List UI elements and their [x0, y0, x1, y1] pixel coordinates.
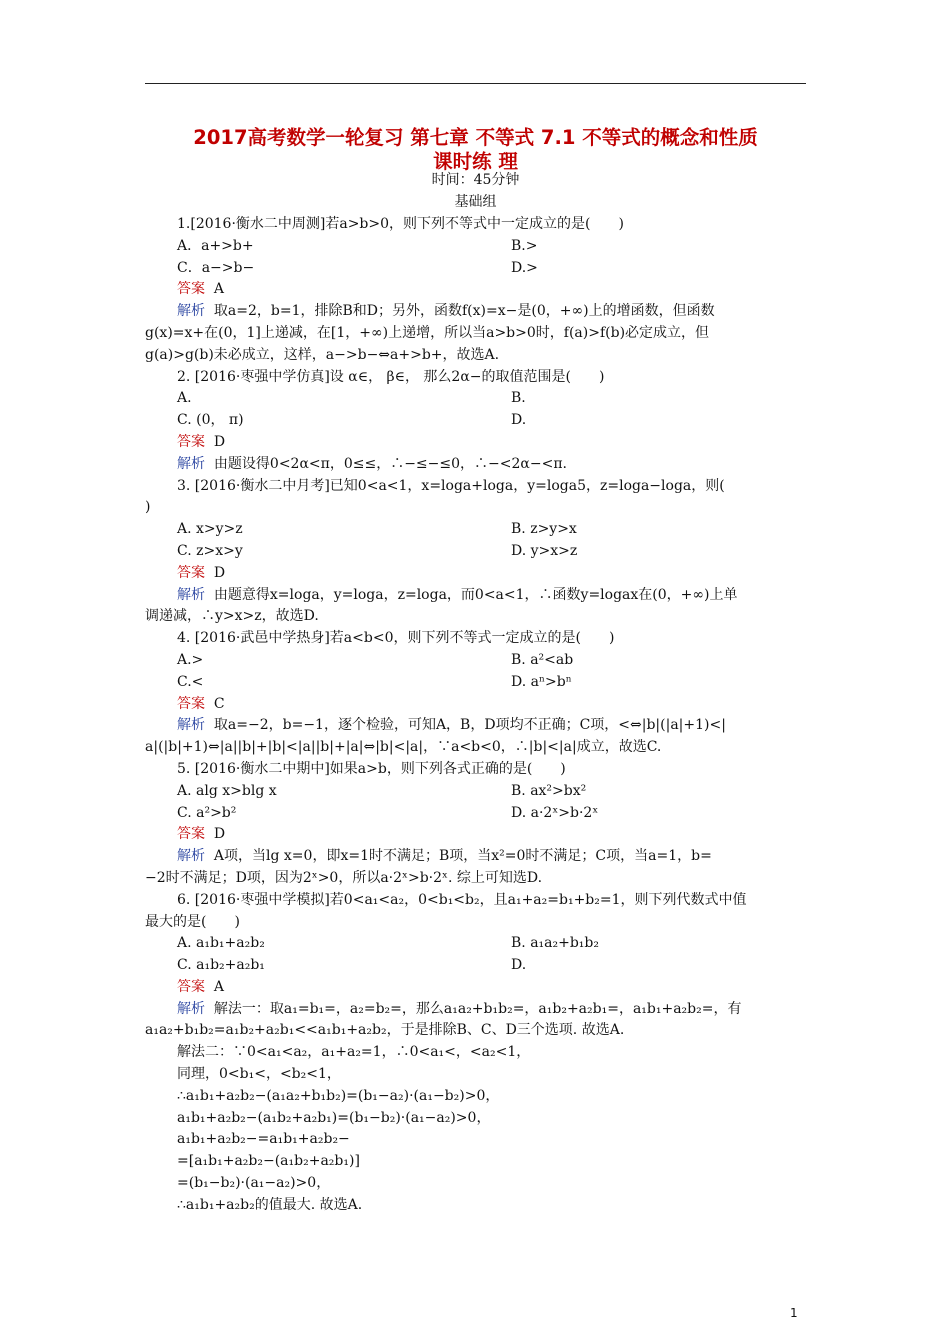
option-b: B. ax²>bx² [511, 782, 587, 799]
answer-value: D [213, 564, 226, 581]
method-two-line: =(b₁−b₂)·(a₁−a₂)>0， [177, 1175, 331, 1192]
answer-label: 答案 [177, 564, 205, 581]
answer-value: A [213, 281, 225, 298]
document-subtitle: 课时练 理 [433, 150, 518, 173]
document-title: 2017高考数学一轮复习 第七章 不等式 7.1 不等式的概念和性质 [193, 126, 758, 149]
option-a: A．a+>b+ [177, 237, 254, 254]
method-two-line: 同理，0<b₁<，<b₂<1， [177, 1066, 341, 1083]
answer-label: 答案 [177, 695, 205, 712]
method-two-line: 解法二：∵0<a₁<a₂，a₁+a₂=1，∴0<a₁<，<a₂<1， [177, 1044, 531, 1061]
option-c: C. z>x>y [177, 542, 243, 559]
method-two-line: ∴a₁b₁+a₂b₂的值最大. 故选A. [177, 1196, 363, 1213]
question-list [145, 214, 806, 1217]
explanation-label: 解析 [177, 1000, 205, 1017]
time-limit: 时间：45分钟 [431, 172, 520, 188]
option-b: B.> [511, 237, 538, 254]
question-5-explanation [145, 846, 806, 868]
question-5-options-row-2 [145, 803, 806, 825]
question-5-options-row-1 [145, 781, 806, 803]
option-a: A. x>y>z [177, 521, 243, 538]
method-two-line: a₁b₁+a₂b₂−(a₁b₂+a₂b₁)=(b₁−b₂)·(a₁−a₂)>0， [177, 1109, 491, 1126]
option-d: D.> [511, 259, 538, 276]
option-d: D. [511, 957, 527, 974]
question-2-answer [145, 432, 806, 454]
option-c: C. (0， π) [177, 412, 244, 429]
option-c: C.< [177, 673, 204, 690]
explanation-text: 取a=2，b=1，排除B和D；另外，函数f(x)=x−是(0，+∞)上的增函数，但函数 [213, 303, 715, 320]
explanation-text: 由题设得0<2α<π，0≤≤，∴−≤−≤0，∴−<2α−<π. [213, 455, 567, 472]
option-b: B. z>y>x [511, 521, 577, 538]
explanation-label: 解析 [177, 455, 205, 472]
method-two-line: a₁b₁+a₂b₂−=a₁b₁+a₂b₂− [177, 1131, 350, 1148]
option-a: A.> [177, 651, 204, 668]
option-a: A. [177, 390, 192, 407]
question-4-options-row-1 [145, 650, 806, 672]
question-3-options-row-2 [145, 541, 806, 563]
option-c: C．a−>b− [177, 259, 255, 276]
option-b: B. a₁a₂+b₁b₂ [511, 935, 599, 952]
explanation-text: 取a=−2，b=−1，逐个检验，可知A，B，D项均不正确；C项，<⇔|b|(|a|+1)<| [213, 717, 726, 734]
option-b: B. [511, 390, 526, 407]
question-6-options-row-1 [145, 933, 806, 955]
question-3-options-row-1 [145, 519, 806, 541]
question-4-answer [145, 694, 806, 716]
question-3-stem: 3. [2016·衡水二中月考]已知0<a<1，x=loga+loga，y=loga5，z=loga−loga，则( [177, 477, 725, 494]
question-2-options-row-1 [145, 388, 806, 410]
answer-label: 答案 [177, 433, 205, 450]
question-1-stem: 1.[2016·衡水二中周测]若a>b>0，则下列不等式中一定成立的是( ) [177, 216, 624, 232]
question-5-stem: 5. [2016·衡水二中期中]如果a>b，则下列各式正确的是( ) [177, 760, 566, 777]
option-c: C. a²>b² [177, 804, 237, 821]
question-6-answer [145, 977, 806, 999]
question-2-explanation [145, 454, 806, 476]
option-b: B. a²<ab [511, 651, 574, 668]
option-d: D. aⁿ>bⁿ [511, 673, 572, 690]
explanation-line: −2时不满足；D项，因为2ˣ>0，所以a·2ˣ>b·2ˣ. 综上可知选D. [145, 869, 543, 886]
question-4-options-row-2 [145, 672, 806, 694]
question-2-stem: 2. [2016·枣强中学仿真]设 α∈， β∈， 那么2α−的取值范围是( ) [177, 368, 605, 385]
question-6-stem-continued: 最大的是( ) [145, 913, 240, 930]
explanation-label: 解析 [177, 303, 205, 320]
explanation-text: 由题意得x=loga，y=loga，z=loga，而0<a<1，∴函数y=logax在(0，+∞)上单 [213, 586, 738, 603]
question-6-options-row-2 [145, 955, 806, 977]
question-4-stem: 4. [2016·武邑中学热身]若a<b<0，则下列不等式一定成立的是( ) [177, 630, 615, 647]
explanation-label: 解析 [177, 717, 205, 734]
explanation-line: g(x)=x+在(0，1]上递减，在[1，+∞)上递增，所以当a>b>0时，f(a)>f(b)必定成立，但 [145, 324, 710, 341]
option-a: A. a₁b₁+a₂b₂ [177, 935, 265, 952]
question-3-explanation [145, 585, 806, 607]
question-1-options-row-2 [145, 258, 806, 280]
answer-value: C [213, 695, 225, 712]
question-3-answer [145, 563, 806, 585]
option-d: D. a·2ˣ>b·2ˣ [511, 804, 599, 821]
answer-label: 答案 [177, 281, 205, 298]
question-6-explanation [145, 999, 806, 1021]
explanation-text: A项，当lg x=0，即x=1时不满足；B项，当x²=0时不满足；C项，当a=1，b= [213, 848, 712, 865]
answer-label: 答案 [177, 826, 205, 843]
answer-label: 答案 [177, 978, 205, 995]
explanation-text: 解法一：取a₁=b₁=，a₂=b₂=，那么a₁a₂+b₁b₂=，a₁b₂+a₂b₁=，a₁b₁+a₂b₂=，有 [213, 1000, 742, 1017]
explanation-label: 解析 [177, 586, 205, 603]
question-2-options-row-2 [145, 410, 806, 432]
option-d: D. y>x>z [511, 542, 578, 559]
page-number: 1 [790, 1306, 798, 1320]
explanation-line: a₁a₂+b₁b₂=a₁b₂+a₂b₁<<a₁b₁+a₂b₂，于是排除B、C、D三个选项. 故选A. [145, 1022, 625, 1039]
answer-value: A [213, 978, 225, 995]
answer-value: D [213, 433, 226, 450]
option-a: A. alg x>blg x [177, 782, 277, 799]
explanation-label: 解析 [177, 848, 205, 865]
method-two-line: =[a₁b₁+a₂b₂−(a₁b₂+a₂b₁)] [177, 1153, 360, 1170]
answer-value: D [213, 826, 226, 843]
question-1-options-row-1 [145, 236, 806, 258]
question-3-stem-continued: ) [145, 499, 151, 516]
question-1-answer [145, 279, 806, 301]
method-two-line: ∴a₁b₁+a₂b₂−(a₁a₂+b₁b₂)=(b₁−a₂)·(a₁−b₂)>0， [177, 1087, 500, 1104]
question-6-stem: 6. [2016·枣强中学模拟]若0<a₁<a₂，0<b₁<b₂，且a₁+a₂=b₁+b₂=1，则下列代数式中值 [177, 891, 747, 908]
question-1-explanation [145, 301, 806, 323]
explanation-line: 调递减，∴y>x>z，故选D. [145, 608, 319, 625]
question-4-explanation [145, 715, 806, 737]
option-c: C. a₁b₂+a₂b₁ [177, 957, 265, 974]
question-5-answer [145, 824, 806, 846]
section-heading: 基础组 [454, 194, 497, 210]
explanation-line: a|(|b|+1)⇔|a||b|+|b|<|a||b|+|a|⇔|b|<|a|，∵a<b<0，∴|b|<|a|成立，故选C. [145, 739, 662, 756]
header-rule [145, 83, 806, 84]
option-d: D. [511, 412, 527, 429]
explanation-line: g(a)>g(b)未必成立，这样，a−>b−⇔a+>b+，故选A. [145, 346, 500, 363]
